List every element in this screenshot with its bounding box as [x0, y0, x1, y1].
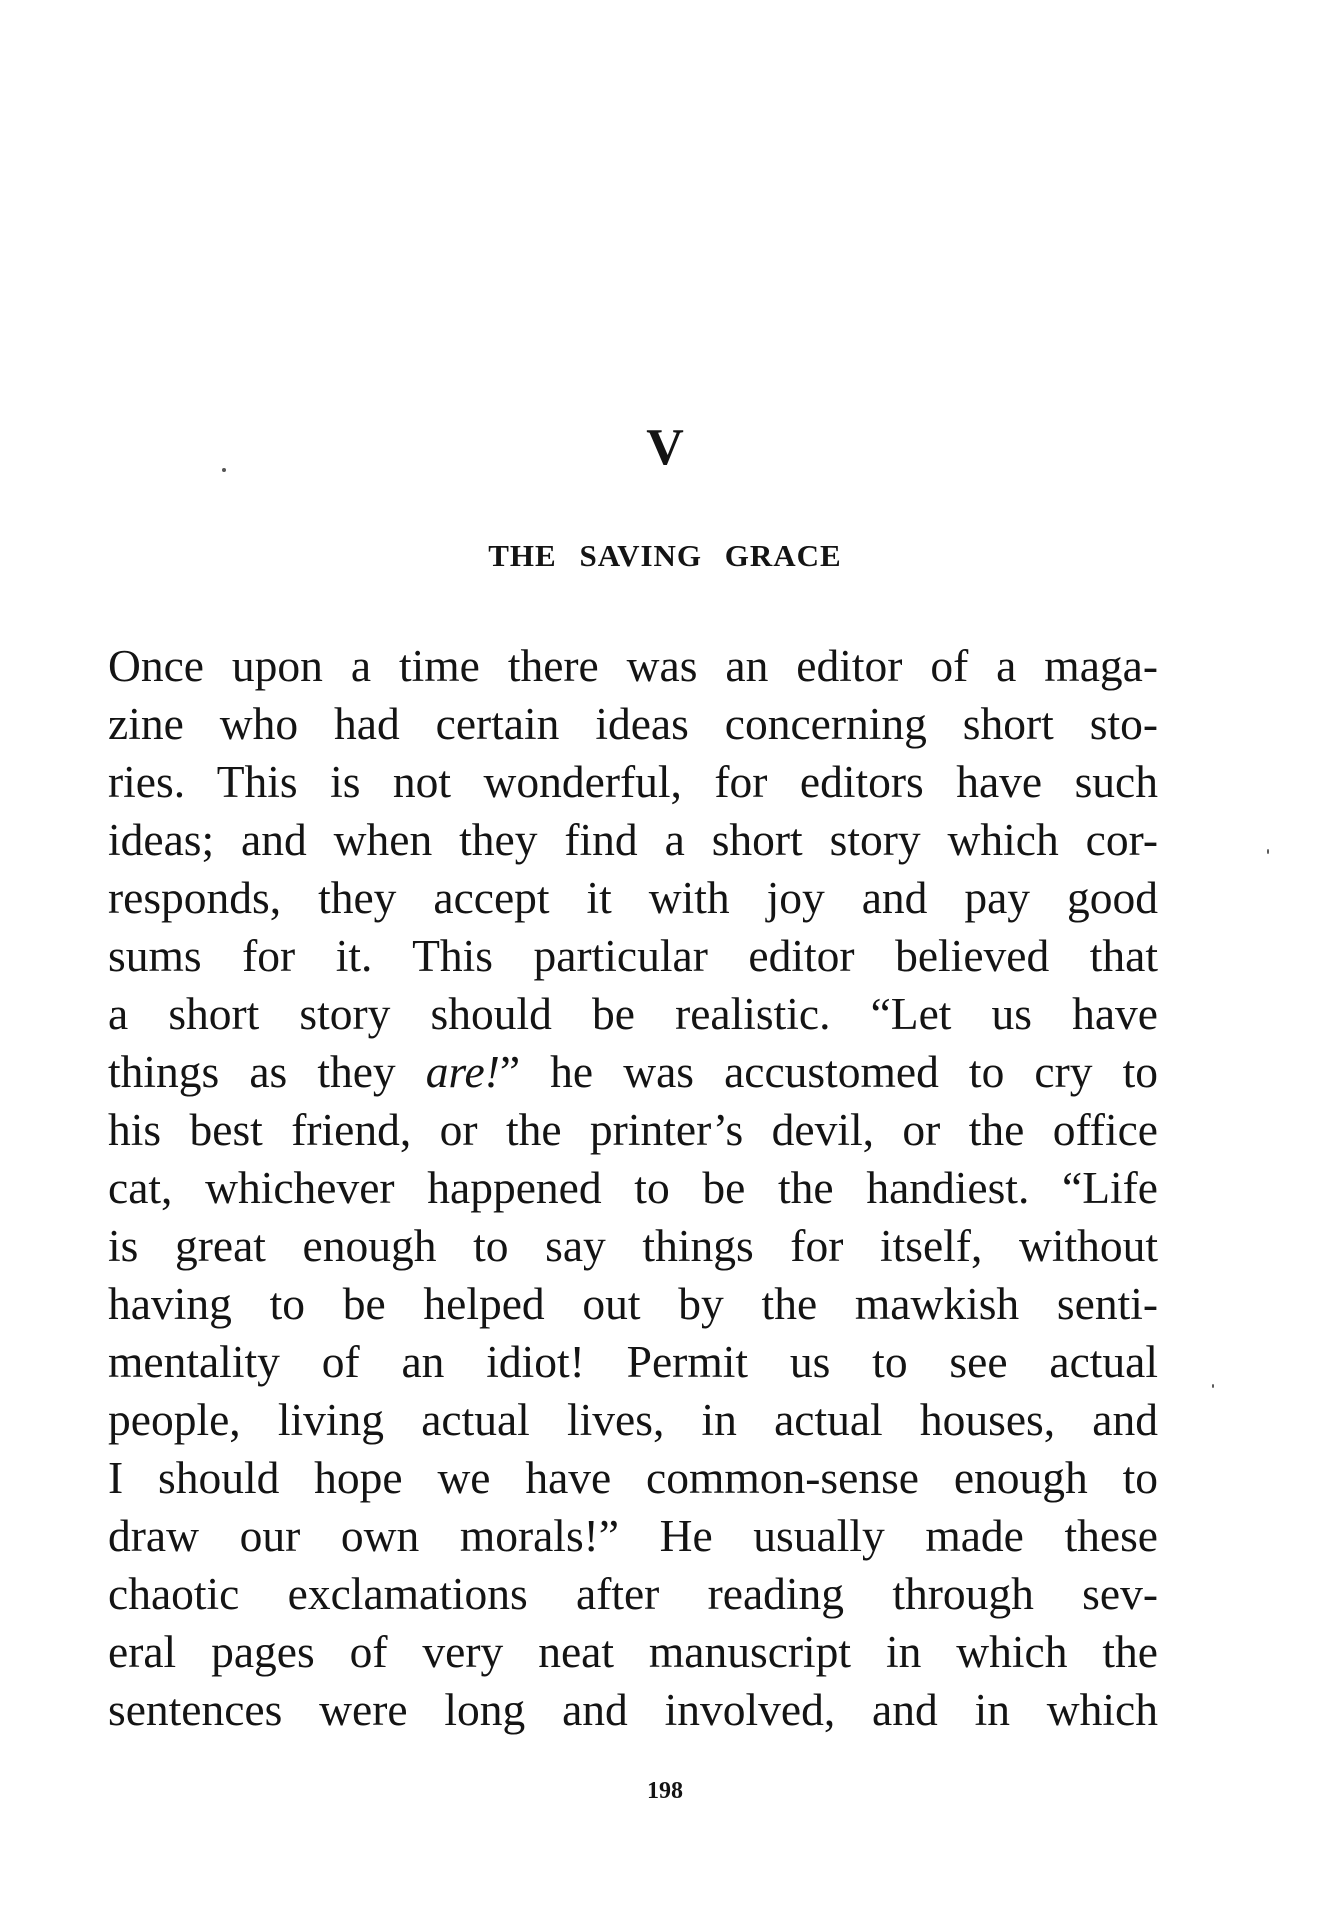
- text-line-15: I should hope we have common-sense enough to: [108, 1452, 1158, 1503]
- text-line-1: Once upon a time there was an editor of a maga-: [108, 640, 1158, 691]
- text-line-10: cat, whichever happened to be the handiest. “Life: [108, 1162, 1158, 1213]
- text-line-13: mentality of an idiot! Permit us to see actual: [108, 1336, 1158, 1387]
- text-line-7: a short story should be realistic. “Let us have: [108, 988, 1158, 1039]
- text-line-6: sums for it. This particular editor believed that: [108, 930, 1158, 981]
- text-line-14: people, living actual lives, in actual houses, and: [108, 1394, 1158, 1445]
- text-line-18: eral pages of very neat manuscript in which the: [108, 1626, 1158, 1677]
- text-line-16: draw our own morals!” He usually made these: [108, 1510, 1158, 1561]
- text-line-8-before: things as they: [108, 1046, 426, 1097]
- scan-speck: [1267, 849, 1269, 854]
- text-line-2: zine who had certain ideas concerning short sto-: [108, 698, 1158, 749]
- text-line-9: his best friend, or the printer’s devil, or the office: [108, 1104, 1158, 1155]
- chapter-title: THE SAVING GRACE: [488, 538, 842, 573]
- text-line-8-italic: are!: [425, 1046, 500, 1097]
- text-line-12: having to be helped out by the mawkish senti-: [108, 1278, 1158, 1329]
- text-line-17: chaotic exclamations after reading through sev-: [108, 1568, 1158, 1619]
- scan-speck: [222, 468, 226, 472]
- text-line-11: is great enough to say things for itself, without: [108, 1220, 1158, 1271]
- text-line-8-after: ” he was accustomed to cry to: [499, 1046, 1158, 1097]
- scan-speck: [1212, 1384, 1214, 1388]
- text-line-8: [108, 1043, 1158, 1101]
- text-line-19: sentences were long and involved, and in which: [108, 1684, 1158, 1735]
- text-line-5: responds, they accept it with joy and pay good: [108, 872, 1158, 923]
- text-line-4: ideas; and when they find a short story which cor-: [108, 814, 1158, 865]
- chapter-number: V: [646, 419, 684, 476]
- text-line-3: ries. This is not wonderful, for editors have such: [108, 756, 1158, 807]
- page-number: 198: [647, 1778, 683, 1804]
- body-text: [108, 637, 1158, 1739]
